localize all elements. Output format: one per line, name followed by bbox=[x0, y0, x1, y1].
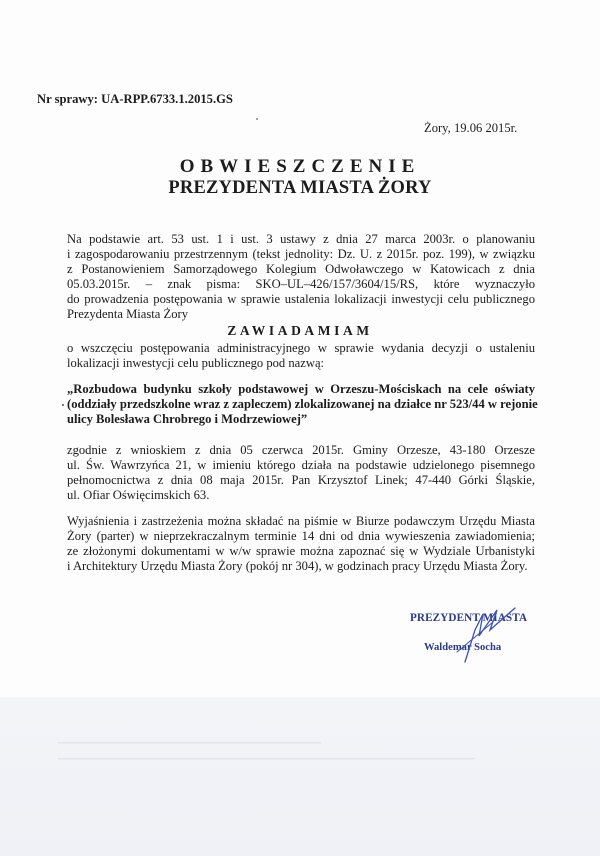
signature-stroke bbox=[465, 608, 515, 662]
text-line: ul. Św. Wawrzyńca 21, w imieniu którego działa na podstawie udzielonego pisemnego bbox=[67, 457, 535, 472]
stamp-title: PREZYDENT MIASTA bbox=[410, 612, 528, 624]
handwritten-signature bbox=[405, 600, 545, 670]
text-line: o wszczęciu postępowania administracyjnego w sprawie wydania decyzji o ustaleniu bbox=[67, 341, 535, 355]
text-line: „Rozbudowa budynku szkoły podstawowej w Orzeszu-Mościskach na cele oświaty bbox=[67, 382, 535, 396]
info-paragraph bbox=[67, 514, 535, 574]
applicant-paragraph bbox=[67, 443, 535, 503]
text-line: pełnomocnictwa z dnia 08 maja 2015r. Pan Krzysztof Linek; 47-440 Górki Śląskie, bbox=[67, 472, 535, 487]
text-line: lokalizacji inwestycji celu publicznego pod nazwą: bbox=[67, 355, 325, 370]
case-number: Nr sprawy: UA-RPP.6733.1.2015.GS bbox=[37, 92, 233, 106]
scan-speck bbox=[256, 118, 258, 120]
text-line: (oddziały przedszkolne wraz z zapleczem) zlokalizowanej na działce nr 523/44 w rejonie bbox=[67, 396, 538, 411]
notify-paragraph bbox=[67, 341, 535, 371]
text-line: do prowadzenia postępowania w sprawie ustalenia lokalizacji inwestycji celu publicznego bbox=[67, 291, 535, 306]
scan-speck bbox=[62, 404, 64, 406]
project-name-paragraph bbox=[67, 382, 538, 427]
signature-stroke bbox=[457, 622, 493, 652]
text-line: Wyjaśnienia i zastrzeżenia można składać na piśmie w Biurze podawczym Urzędu Miasta bbox=[67, 514, 535, 528]
document-title: OBWIESZCZENIE bbox=[179, 156, 421, 177]
text-line: ul. Ofiar Oświęcimskich 63. bbox=[67, 487, 210, 502]
bleed-through-text: ▁▁▁▁▁▁▁▁▁▁▁▁▁▁▁▁▁▁▁▁▁▁▁▁▁▁▁▁▁▁▁▁▁▁▁▁▁▁▁▁▁▁▁▁▁▁▁▁▁▁▁▁▁▁▁▁▁ bbox=[58, 750, 475, 760]
text-line: z Postanowieniem Samorządowego Kolegium Odwoławczego w Katowicach z dnia bbox=[67, 261, 535, 276]
stamp-name: Waldemar Socha bbox=[424, 642, 502, 653]
text-line: Prezydenta Miasta Żory bbox=[67, 306, 188, 321]
text-line: i Architektury Urzędu Miasta Żory (pokój nr 304), w godzinach pracy Urzędu Miasta Żory. bbox=[67, 558, 528, 573]
bleed-through-text: ▁▁▁▁▁▁▁▁▁▁▁▁▁▁▁▁▁▁▁▁▁▁▁▁▁▁▁▁▁▁▁▁▁▁▁▁ bbox=[58, 734, 322, 744]
intro-paragraph bbox=[67, 232, 535, 321]
text-line: Na podstawie art. 53 ust. 1 i ust. 3 ustawy z dnia 27 marca 2003r. o planowaniu bbox=[67, 232, 535, 246]
text-line: zgodnie z wnioskiem z dnia 05 czerwca 2015r. Gminy Orzesze, 43-180 Orzesze bbox=[67, 443, 535, 457]
text-line: i zagospodarowaniu przestrzennym (tekst jednolity: Dz. U. z 2015r. poz. 199), w związku bbox=[67, 246, 535, 261]
text-line: Żory (parter) w nieprzekraczalnym terminie 14 dni od dnia wywieszenia zawiadomienia; bbox=[67, 528, 535, 543]
text-line: ze złożonymi dokumentami w w/w sprawie można zapoznać się w Wydziale Urbanistyki bbox=[67, 543, 535, 558]
page-bottom-shaded-area bbox=[0, 697, 600, 856]
text-line: ulicy Bolesława Chrobrego i Modrzewiowej” bbox=[67, 411, 308, 426]
place-and-date: Żory, 19.06 2015r. bbox=[424, 121, 518, 135]
text-line: 05.03.2015r. – znak pisma: SKO–UL–426/157/3604/15/RS, które wyznaczyło bbox=[67, 276, 535, 291]
notify-heading: ZAWIADAMIAM bbox=[227, 323, 373, 338]
document-subtitle: PREZYDENTA MIASTA ŻORY bbox=[168, 178, 432, 198]
